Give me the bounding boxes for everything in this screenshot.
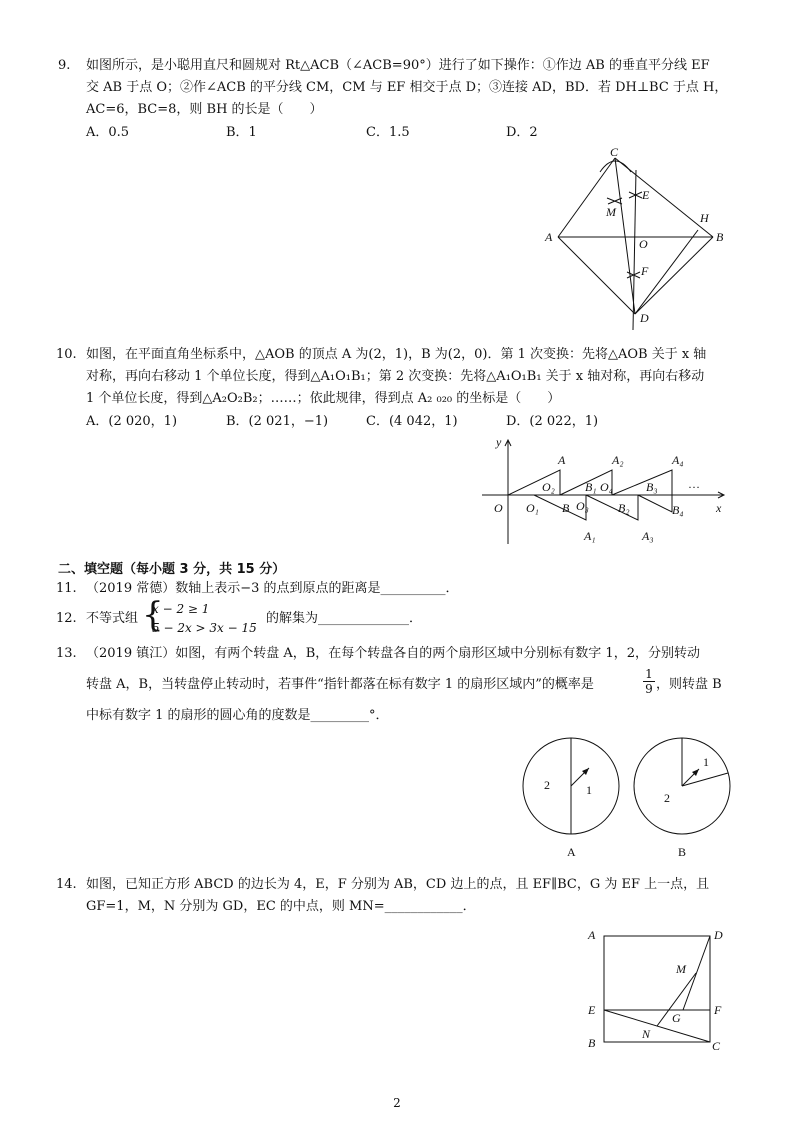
- q10-option-d[interactable]: D．(2 022，1): [506, 414, 599, 429]
- q13-text-line1: （2019 镇江）如图，有两个转盘 A，B，在每个转盘各自的两个扇形区域中分别标有数字 1，2，分别转动: [86, 646, 700, 661]
- q10-label-o3: O₃: [576, 499, 589, 513]
- q10-label-y: y: [496, 435, 502, 449]
- q10-tri-a3: [586, 495, 638, 520]
- spinner-a-label-1: 1: [586, 783, 592, 797]
- q9-label-f: F: [641, 264, 649, 278]
- q14-number: 14.: [56, 877, 77, 892]
- q10-label-b3: B₃: [646, 480, 658, 494]
- q14-label-a: A: [588, 928, 596, 942]
- q9-label-a: A: [545, 230, 553, 244]
- q10-tri-a4: [612, 470, 672, 495]
- q9-option-c[interactable]: C．1.5: [366, 125, 410, 140]
- q10-label-b: B: [562, 501, 570, 515]
- q14-label-d: D: [714, 928, 723, 942]
- q14-text-line2: GF=1，M，N 分别为 GD，EC 的中点，则 MN=____________．: [86, 899, 476, 914]
- q14-label-m: M: [676, 962, 686, 976]
- q10-option-c[interactable]: C．(4 042，1): [366, 414, 458, 429]
- section-fill-in-blank-title: 二、填空题（每小题 3 分，共 15 分）: [58, 562, 286, 577]
- q9-option-a[interactable]: A．0.5: [86, 125, 130, 140]
- q14-text-line1: 如图，已知正方形 ABCD 的边长为 4，E，F 分别为 AB，CD 边上的点，且 EF∥BC，G 为 EF 上一点，且: [86, 877, 710, 892]
- q14-label-b: B: [588, 1036, 596, 1050]
- q10-tri-a5: [638, 495, 672, 512]
- q11-number: 11.: [56, 581, 77, 596]
- q9-label-e: E: [642, 188, 650, 202]
- q12-number: 12.: [56, 611, 77, 626]
- q9-label-c: C: [610, 145, 619, 159]
- q10-number: 10.: [56, 347, 77, 362]
- q10-label-b4: B₄: [672, 503, 684, 517]
- spinner-a-label-2: 2: [544, 778, 550, 792]
- q9-text-line1: 如图所示，是小聪用直尺和圆规对 Rt△ACB（∠ACB=90°）进行了如下操作：①作边 AB 的垂直平分线 EF: [86, 58, 710, 73]
- q9-label-m: M: [606, 205, 616, 219]
- q10-option-a[interactable]: A．(2 020，1): [86, 414, 178, 429]
- spinner-b-caption: B: [678, 845, 687, 859]
- q9-seg-ad: [558, 237, 635, 314]
- q9-option-d[interactable]: D．2: [506, 125, 538, 140]
- q10-label-a4: A₄: [672, 453, 684, 467]
- q9-option-b[interactable]: B．1: [226, 125, 257, 140]
- spinner-b-label-2: 2: [664, 791, 670, 805]
- q13-fraction-numerator: 1: [645, 667, 653, 681]
- q13-text-line3: 中标有数字 1 的扇形的圆心角的度数是_________°．: [86, 708, 389, 723]
- q12-suffix: 的解集为______________．: [266, 611, 423, 626]
- spinner-b-label-1: 1: [703, 755, 709, 769]
- q10-label-b1: B₁: [585, 480, 597, 494]
- q9-label-b: B: [716, 230, 724, 244]
- q14-label-g: G: [672, 1011, 681, 1025]
- page-number: 2: [393, 1096, 401, 1110]
- q14-figure: [578, 922, 738, 1054]
- q12-inequality-1: x − 2 ≥ 1: [152, 602, 210, 616]
- q10-text-line3: 1 个单位长度，得到△A₂O₂B₂；……；依此规律，得到点 A₂ ₀₂₀ 的坐标是（ ）: [86, 391, 561, 406]
- q14-label-f: F: [714, 1003, 722, 1017]
- q10-label-b2: B₂: [618, 501, 630, 515]
- q9-label-h: H: [700, 211, 709, 225]
- q10-label-o1: O₁: [526, 501, 539, 515]
- q10-label-o: O: [494, 501, 503, 515]
- q9-figure: [530, 142, 740, 338]
- q13-text-line2a: 转盘 A，B，当转盘停止转动时，若事件“指针都落在标有数字 1 的扇形区域内”的概率是: [86, 677, 594, 692]
- q13-fraction-denominator: 9: [643, 681, 655, 696]
- q13-number: 13.: [56, 646, 77, 661]
- q10-option-b[interactable]: B．(2 021，−1): [226, 414, 329, 429]
- q9-label-d: D: [640, 311, 649, 325]
- q9-seg-cd: [615, 158, 635, 314]
- q14-label-n: N: [642, 1027, 651, 1041]
- q10-label-a: A: [558, 453, 566, 467]
- q13-text-line2b: ，则转盘 B: [656, 677, 722, 692]
- q12-inequality-2: 5 − 2x > 3x − 15: [152, 621, 257, 635]
- q10-figure: [478, 432, 738, 550]
- q10-text-line1: 如图，在平面直角坐标系中，△AOB 的顶点 A 为(2，1)，B 为(2，0)．第 1 次变换：先将△AOB 关于 x 轴: [86, 347, 707, 362]
- q10-label-a1: A₁: [584, 529, 596, 543]
- q12-prefix: 不等式组: [86, 611, 139, 626]
- q10-label-a3: A₃: [642, 529, 654, 543]
- q10-label-ellipsis: …: [688, 477, 700, 491]
- q14-label-e: E: [588, 1003, 596, 1017]
- q11-text: （2019 常德）数轴上表示−3 的点到原点的距离是__________．: [86, 581, 459, 596]
- q9-label-o: O: [639, 237, 648, 251]
- q10-label-o2: O₂: [542, 480, 555, 494]
- q13-figure: [516, 730, 736, 862]
- q14-label-c: C: [712, 1039, 721, 1053]
- q9-text-line3: AC=6，BC=8，则 BH 的长是（ ）: [86, 102, 323, 117]
- q12-brace: {: [142, 595, 164, 635]
- q10-label-a2: A₂: [612, 453, 624, 467]
- q14-seg-gd: [683, 936, 710, 1010]
- q9-number: 9.: [58, 58, 71, 73]
- q10-label-x: x: [716, 501, 722, 515]
- q10-label-o4: O₄: [600, 480, 613, 494]
- q9-seg-ca: [558, 158, 615, 237]
- q9-arc-m: [607, 198, 622, 204]
- q10-text-line2: 对称，再向右移动 1 个单位长度，得到△A₁O₁B₁；第 2 次变换：先将△A₁O₁B₁ 关于 x 轴对称，再向右移动: [86, 369, 705, 384]
- q9-text-line2: 交 AB 于点 O；②作∠ACB 的平分线 CM，CM 与 EF 相交于点 D；③连接 AD，BD．若 DH⊥BC 于点 H，: [86, 80, 728, 95]
- spinner-a-caption: A: [567, 845, 576, 859]
- q13-fraction: [643, 667, 655, 696]
